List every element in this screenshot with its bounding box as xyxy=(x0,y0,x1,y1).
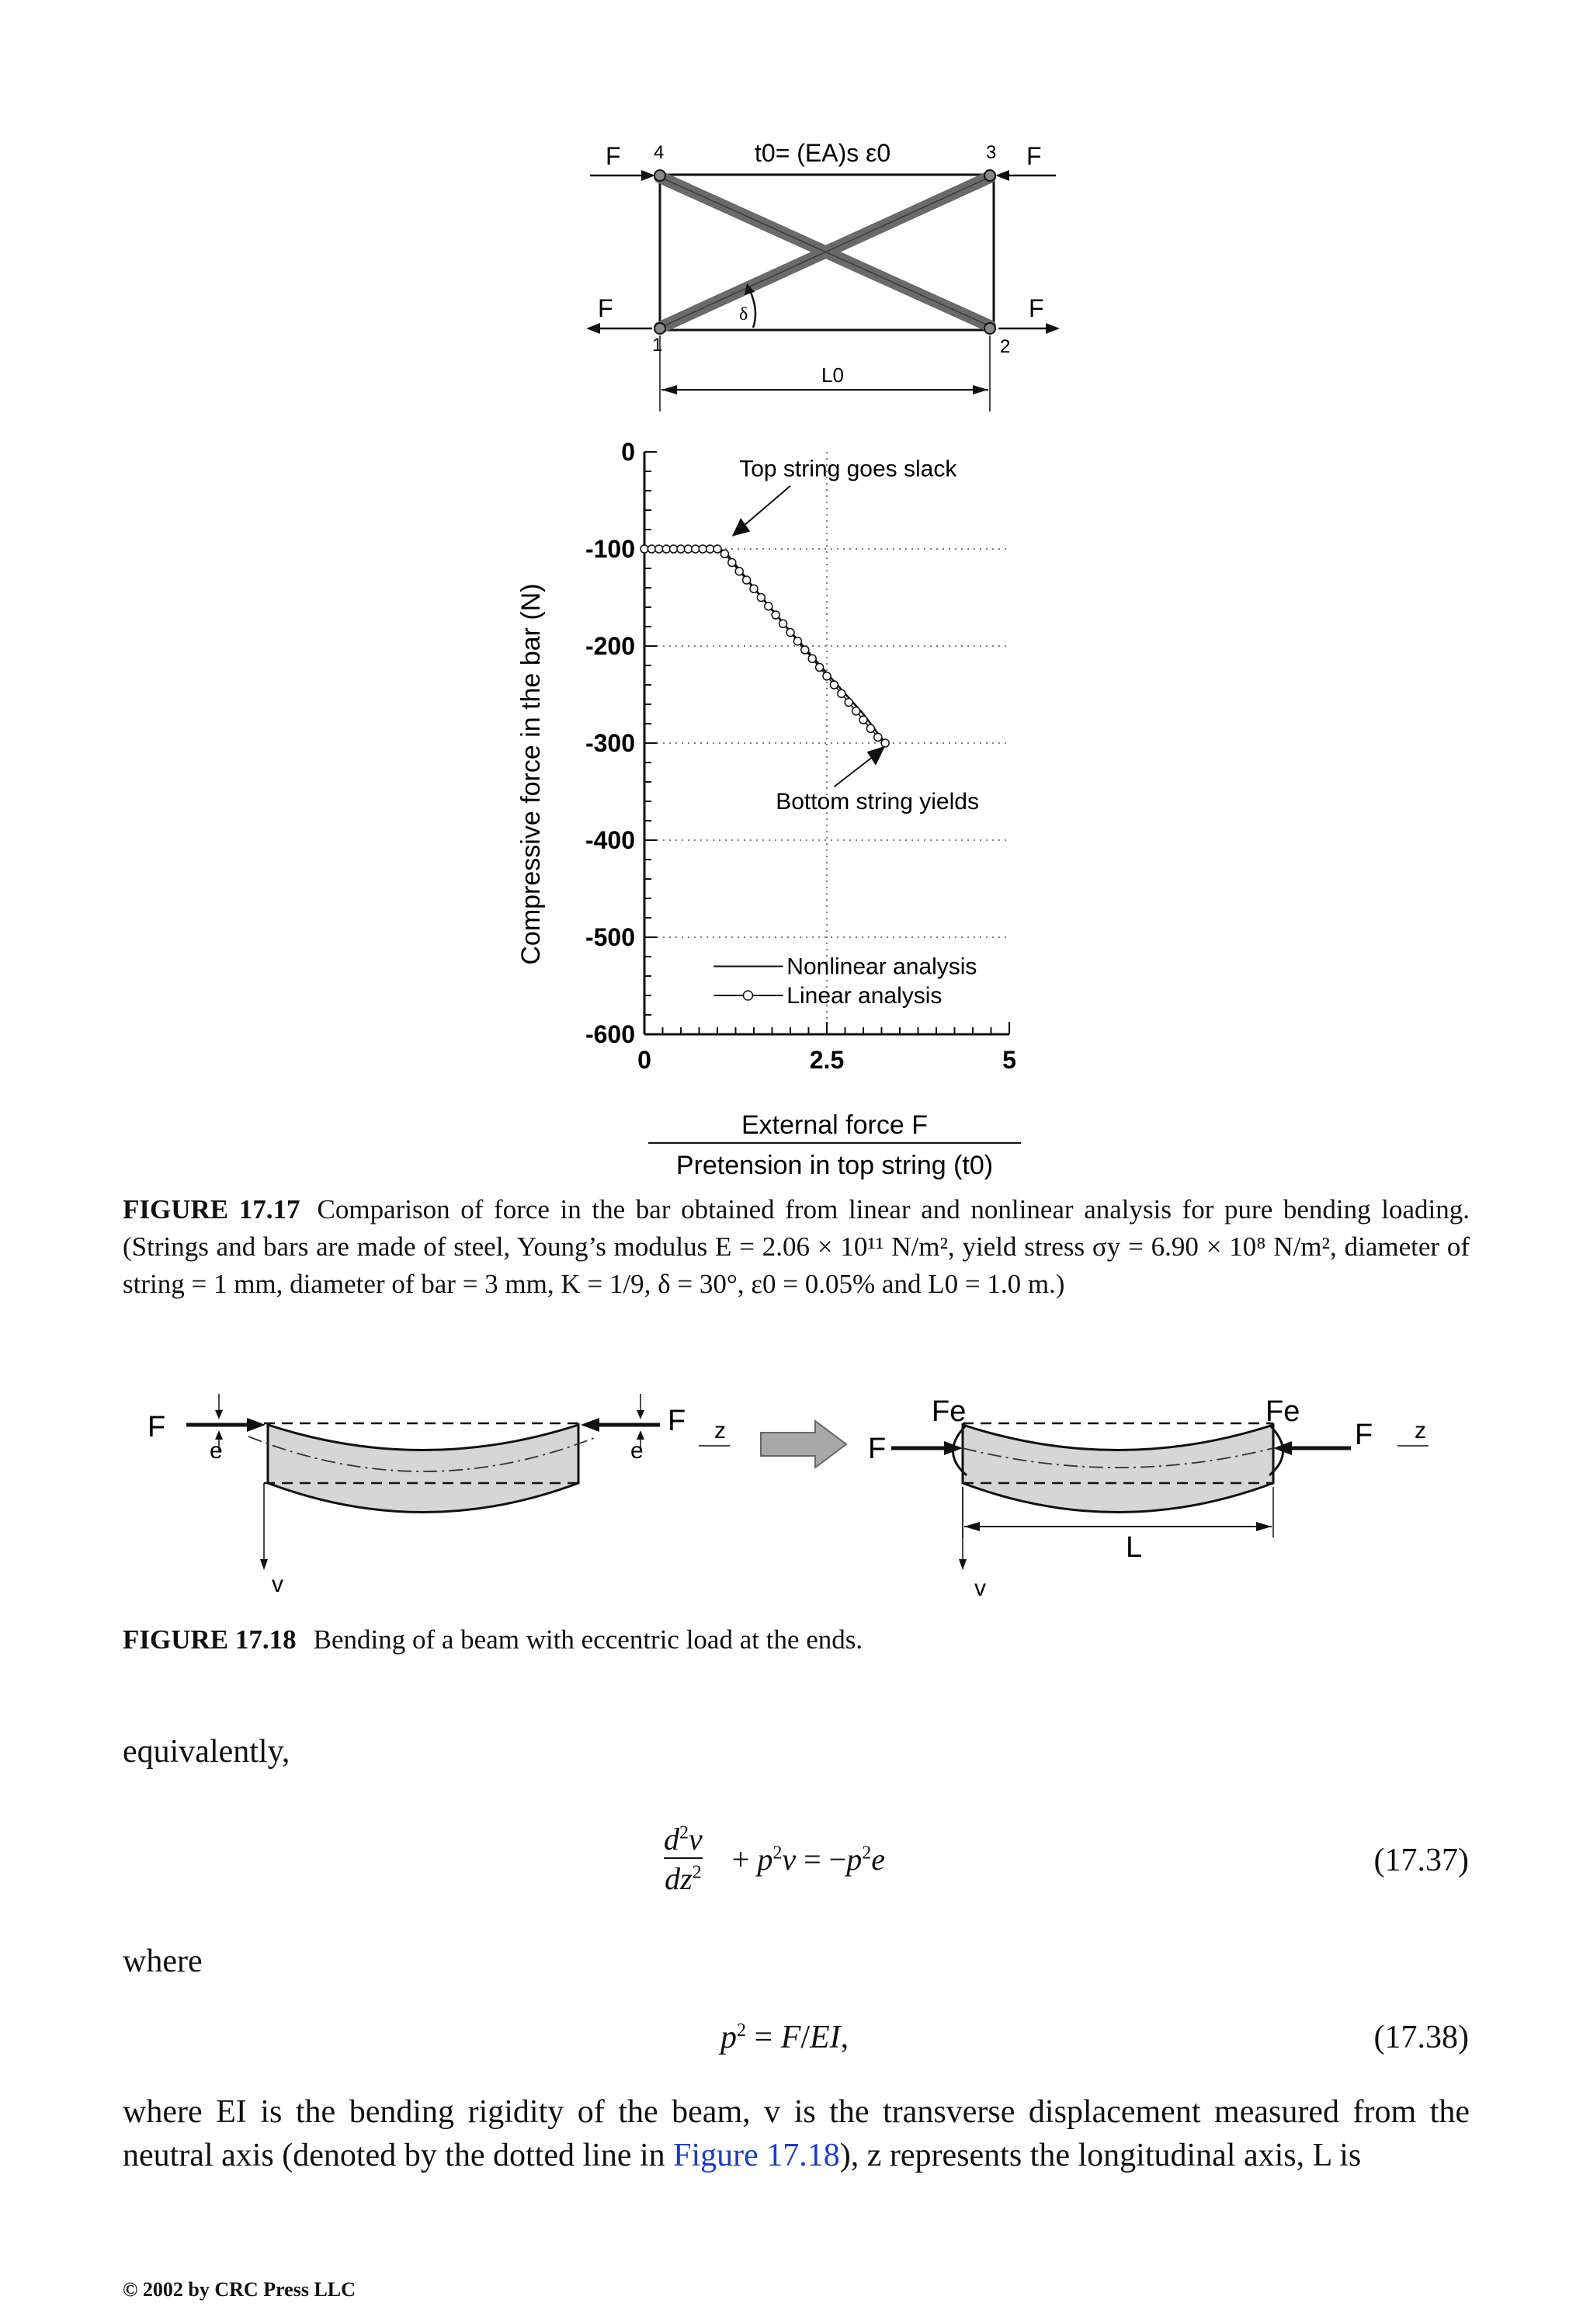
annotation-top-slack: Top string goes slack xyxy=(739,456,957,482)
chart-grid xyxy=(644,452,1009,1034)
equation-number-17-37: (17.37) xyxy=(1373,1843,1469,1878)
series-linear-point xyxy=(838,690,845,697)
beam-right xyxy=(953,1423,1283,1513)
series-linear-point xyxy=(859,716,867,724)
legend-nonlinear-label: Nonlinear analysis xyxy=(786,954,977,980)
beam-left xyxy=(248,1423,598,1513)
z-axis-label-right: z xyxy=(1415,1418,1426,1443)
series-linear-point xyxy=(845,699,852,707)
series-linear-point xyxy=(728,559,736,567)
force-label-1: F xyxy=(598,294,613,322)
series-linear-point xyxy=(713,545,721,553)
eccentricity-label-right: e xyxy=(630,1438,644,1464)
node-4 xyxy=(654,170,665,181)
y-tick-label: -200 xyxy=(585,632,635,660)
length-label: L0 xyxy=(821,363,844,387)
series-linear-point xyxy=(823,672,831,680)
series-linear-point xyxy=(720,550,728,558)
series-linear-point xyxy=(655,545,663,553)
x-tick-label: 5 xyxy=(1002,1046,1016,1074)
series-linear-point xyxy=(662,545,670,553)
series-linear-point xyxy=(881,739,889,747)
node-label-4: 4 xyxy=(654,142,665,163)
figure-label-17-18: FIGURE 17.18 xyxy=(123,1624,297,1655)
pretension-label: t0= (EA)s ε0 xyxy=(755,139,891,167)
series-linear-point xyxy=(830,681,838,689)
series-linear-point xyxy=(852,707,860,715)
legend-linear-marker xyxy=(743,991,752,1000)
force-label-left: F xyxy=(148,1411,166,1443)
figure-caption-17-17 xyxy=(123,1191,1470,1303)
structure-diagram xyxy=(575,124,1071,404)
equation-number-17-38: (17.38) xyxy=(1373,2020,1469,2055)
series-linear-point xyxy=(699,545,706,553)
length-label-L: L xyxy=(1126,1531,1143,1564)
series-linear-point xyxy=(684,545,692,553)
series-linear-point xyxy=(647,545,655,553)
figure-label-17-17: FIGURE 17.17 xyxy=(123,1194,300,1225)
legend-linear-label: Linear analysis xyxy=(786,983,943,1009)
v-axis-label-left: v xyxy=(272,1572,283,1597)
series-linear-point xyxy=(750,585,758,592)
series-linear-point xyxy=(801,646,809,654)
annotation-bottom-yields: Bottom string yields xyxy=(776,789,979,815)
eccentricity-label-left: e xyxy=(210,1438,223,1464)
x-tick-label: 2.5 xyxy=(809,1046,845,1074)
force-label-3: F xyxy=(1026,142,1042,170)
z-axis-label-left: z xyxy=(714,1418,726,1443)
figure-caption-text-17-18: Bending of a beam with eccentric load at the ends. xyxy=(313,1624,863,1655)
node-2 xyxy=(984,323,995,334)
series-linear-point xyxy=(692,545,700,553)
node-3 xyxy=(984,170,995,181)
paragraph-text-end: ), z represents the longitudinal axis, L is xyxy=(839,2138,1362,2173)
series-linear-point xyxy=(641,545,648,553)
force-label-right: F xyxy=(668,1405,686,1437)
chart-legend xyxy=(713,954,977,1009)
x-axis-label-denominator: Pretension in top string (t0) xyxy=(675,1151,994,1180)
figure-link-17-18[interactable]: Figure 17.18 xyxy=(673,2138,840,2173)
angle-label: δ xyxy=(739,304,748,325)
series-linear-point xyxy=(670,545,678,553)
series-linear-point xyxy=(779,620,787,627)
series-linear-point xyxy=(866,724,874,732)
series-linear-point xyxy=(793,637,801,645)
node-label-2: 2 xyxy=(1000,336,1011,357)
force-label-right-beam-left: F xyxy=(868,1433,887,1465)
paragraph-text-start: where EI is the bending rigidity of the beam, v is the transverse displacement measured from the neutral axis (denoted by the dotted line in xyxy=(123,2094,1470,2173)
y-tick-label: -100 xyxy=(585,535,635,563)
series-linear-point xyxy=(735,568,743,575)
y-tick-label: -600 xyxy=(585,1020,635,1048)
series-linear-point xyxy=(677,545,685,553)
body-paragraph xyxy=(123,2090,1470,2177)
figure-caption-text-17-17: Comparison of force in the bar obtained from linear and nonlinear analysis for pure bending loading. (Strings and bars are made of steel, Young’s modulus E = 2.06 × 10¹¹ N/m², yield stress σy = 6.90 × 10⁸ N/m², diameter of string = 1 mm, diameter of bar = 3 mm, K = 1/9, δ = 30°, ε0 = 0.05% and L0 = 1.0 m.) xyxy=(123,1194,1470,1299)
transition-arrow xyxy=(761,1421,846,1468)
force-label-right-beam-right: F xyxy=(1355,1419,1373,1451)
equation-17-37: $\frac{d^2v}{dz^2}$ + $p^2v = -p^2e$ xyxy=(664,1822,885,1896)
x-tick-label: 0 xyxy=(637,1046,651,1074)
y-tick-label: -500 xyxy=(585,923,635,951)
moment-label-left: Fe xyxy=(932,1395,967,1428)
series-linear-point xyxy=(786,629,794,637)
equation-17-38: $p^2 = F/EI$, xyxy=(720,2020,849,2055)
copyright-footer: © 2002 by CRC Press LLC xyxy=(123,2278,356,2301)
series-linear-point xyxy=(765,603,772,610)
figure-caption-17-18 xyxy=(123,1621,1470,1659)
force-chart xyxy=(512,419,1071,1180)
force-label-2: F xyxy=(1029,294,1044,322)
v-axis-label-right: v xyxy=(974,1575,986,1601)
text-equivalently: equivalently, xyxy=(123,1734,290,1770)
series-linear-point xyxy=(808,655,816,662)
node-label-3: 3 xyxy=(986,142,997,163)
series-nonlinear-line xyxy=(644,549,885,743)
series-linear-point xyxy=(743,576,751,584)
series-linear-line xyxy=(644,549,885,743)
chart-series xyxy=(641,545,889,747)
y-tick-label: 0 xyxy=(621,438,635,466)
series-linear-point xyxy=(816,664,824,672)
series-linear-point xyxy=(706,545,714,553)
series-linear-point xyxy=(874,734,882,742)
x-axis-label-numerator: External force F xyxy=(741,1110,928,1140)
force-label-4: F xyxy=(606,142,621,170)
node-label-1: 1 xyxy=(652,335,663,356)
moment-label-right: Fe xyxy=(1265,1395,1300,1428)
series-linear-point xyxy=(772,611,779,619)
angle-arc xyxy=(749,289,755,328)
y-tick-label: -400 xyxy=(585,826,635,854)
series-linear-point xyxy=(757,594,765,602)
text-where: where xyxy=(123,1944,203,1979)
beam-diagram xyxy=(148,1390,1475,1607)
node-1 xyxy=(654,323,665,334)
y-axis-label: Compressive force in the bar (N) xyxy=(516,583,546,965)
y-tick-label: -300 xyxy=(585,729,635,757)
